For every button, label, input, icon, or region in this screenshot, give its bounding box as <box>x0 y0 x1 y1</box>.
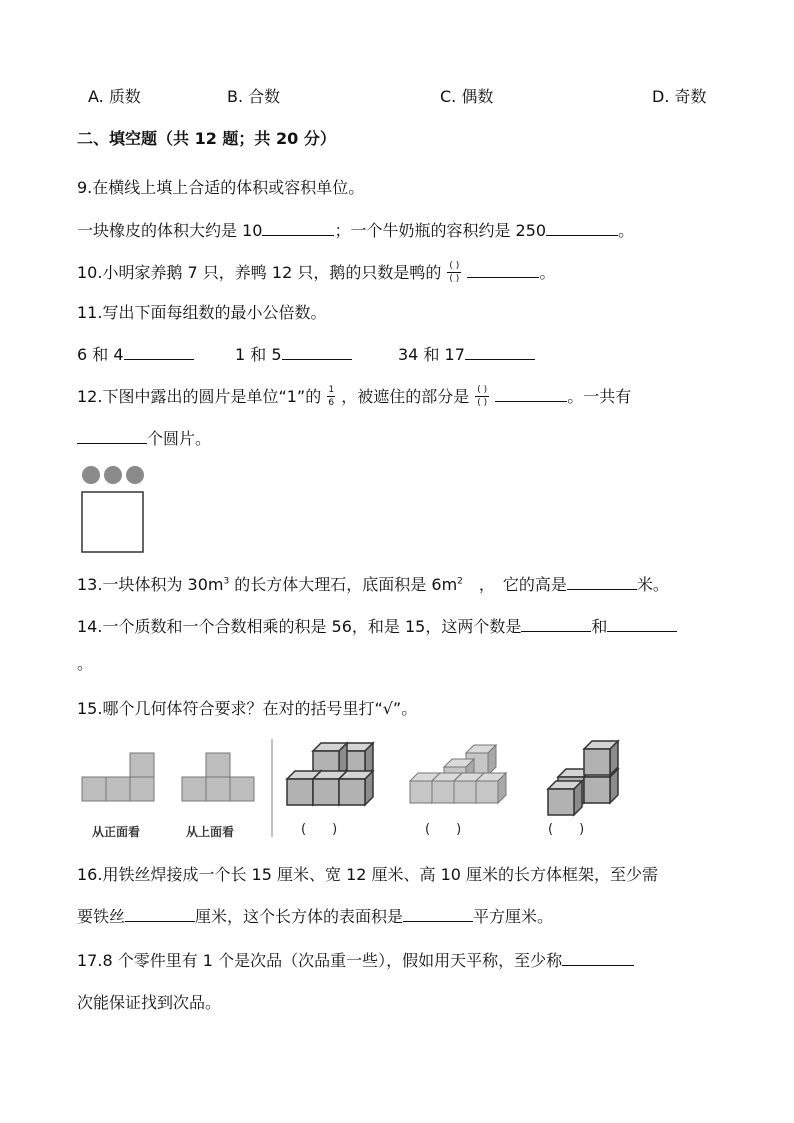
answer-blank[interactable] <box>607 617 677 632</box>
geometry-figure <box>80 737 700 847</box>
answer-blank[interactable] <box>546 221 618 236</box>
q13-text: 13.一块体积为 30m <box>77 575 224 594</box>
q12-text: 12.下图中露出的圆片是单位“1”的 <box>77 387 322 406</box>
fraction-denominator: ( ) <box>477 398 488 408</box>
fraction <box>475 385 489 408</box>
q13-sup-3: 3 <box>223 576 230 587</box>
answer-blank[interactable] <box>567 575 637 590</box>
answer-blank[interactable] <box>521 617 591 632</box>
answer-blank[interactable] <box>77 429 147 444</box>
q14-text: 14.一个质数和一个合数相乘的积是 56，和是 15，这两个数是 <box>77 617 522 636</box>
fraction-numerator: ( ) <box>477 385 488 395</box>
q13-mid: 的长方体大理石，底面积是 6m <box>229 575 458 594</box>
fraction <box>327 385 335 408</box>
question-15: 15.哪个几何体符合要求？在对的括号里打“√”。 <box>77 699 418 718</box>
answer-paren-2[interactable]: ( ) <box>425 822 462 837</box>
q9-part2: ；一个牛奶瓶的容积约是 250 <box>334 221 547 240</box>
answer-blank[interactable] <box>495 387 567 402</box>
answer-blank[interactable] <box>125 907 195 922</box>
answer-paren-3[interactable]: ( ) <box>548 822 585 837</box>
q16-pre: 要铁丝 <box>77 907 126 926</box>
disc <box>82 466 100 484</box>
label-front-view: 从正面看 <box>92 825 141 839</box>
question-9-line <box>77 221 634 241</box>
answer-blank[interactable] <box>262 221 334 236</box>
option-b: B. 合数 <box>227 87 281 106</box>
question-13 <box>77 575 669 595</box>
q16-mid: 厘米，这个长方体的表面积是 <box>195 907 404 926</box>
q11-groups <box>77 345 194 365</box>
q14-mid: 和 <box>591 617 608 636</box>
q17-text: 17.8 个零件里有 1 个是次品（次品重一些），假如用天平称，至少称 <box>77 951 563 970</box>
question-17 <box>77 951 634 971</box>
q10-end: 。 <box>539 263 556 282</box>
question-12-line2 <box>77 429 211 449</box>
answer-blank[interactable] <box>467 263 539 278</box>
disc <box>126 466 144 484</box>
q14-end: 。 <box>77 654 94 673</box>
q16-end: 平方厘米。 <box>473 907 554 926</box>
answer-blank[interactable] <box>403 907 473 922</box>
question-16: 16.用铁丝焊接成一个长 15 厘米、宽 12 厘米、高 10 厘米的长方体框架，至少需 <box>77 865 659 884</box>
fraction-numerator: 1 <box>328 385 335 395</box>
solid-option-1 <box>287 743 373 805</box>
cover-square <box>82 492 143 552</box>
q13-mid2: ， 它的高是 <box>462 575 567 594</box>
option-c: C. 偶数 <box>440 87 494 106</box>
fraction-denominator: ( ) <box>449 274 460 284</box>
front-view-shape <box>82 753 154 801</box>
answer-blank[interactable] <box>282 345 352 360</box>
answer-paren-1[interactable]: ( ) <box>301 822 338 837</box>
question-11: 11.写出下面每组数的最小公倍数。 <box>77 303 327 322</box>
section-title: 二、填空题（共 12 题；共 20 分） <box>77 129 336 148</box>
fraction <box>447 261 461 284</box>
question-14 <box>77 617 677 637</box>
q12-end: 个圆片。 <box>147 429 212 448</box>
answer-blank[interactable] <box>562 951 634 966</box>
q11-group-3: 34 和 17 <box>398 345 465 364</box>
q13-sup-2: 2 <box>457 576 463 587</box>
solid-option-3 <box>548 741 618 815</box>
top-view-shape <box>182 753 254 801</box>
q11-group-2: 1 和 5 <box>235 345 282 364</box>
question-10 <box>77 262 555 285</box>
option-a: A. 质数 <box>88 87 141 106</box>
label-top-view: 从上面看 <box>186 825 235 839</box>
q11-group-2-wrap <box>235 345 352 365</box>
disc <box>104 466 122 484</box>
q10-text: 10.小明家养鹅 7 只，养鸭 12 只，鹅的只数是鸭的 <box>77 263 442 282</box>
option-d: D. 奇数 <box>652 87 707 106</box>
question-16-line2 <box>77 907 553 927</box>
q11-group-3-wrap <box>398 345 535 365</box>
fraction-numerator: ( ) <box>449 261 460 271</box>
answer-blank[interactable] <box>465 345 535 360</box>
q9-part1: 一块橡皮的体积大约是 10 <box>77 221 263 240</box>
q13-end: 米。 <box>636 575 669 594</box>
answer-blank[interactable] <box>124 345 194 360</box>
q11-group-1: 6 和 4 <box>77 345 124 364</box>
disc-figure <box>78 462 148 554</box>
q12-mid: ，被遮住的部分是 <box>341 387 470 406</box>
solid-option-2 <box>410 745 506 803</box>
fraction-denominator: 6 <box>328 398 335 408</box>
q9-end: 。 <box>618 221 635 240</box>
question-17-line2: 次能保证找到次品。 <box>77 993 222 1012</box>
q12-after: 。一共有 <box>567 387 632 406</box>
question-9: 9.在横线上填上合适的体积或容积单位。 <box>77 178 365 197</box>
question-12 <box>77 386 631 409</box>
